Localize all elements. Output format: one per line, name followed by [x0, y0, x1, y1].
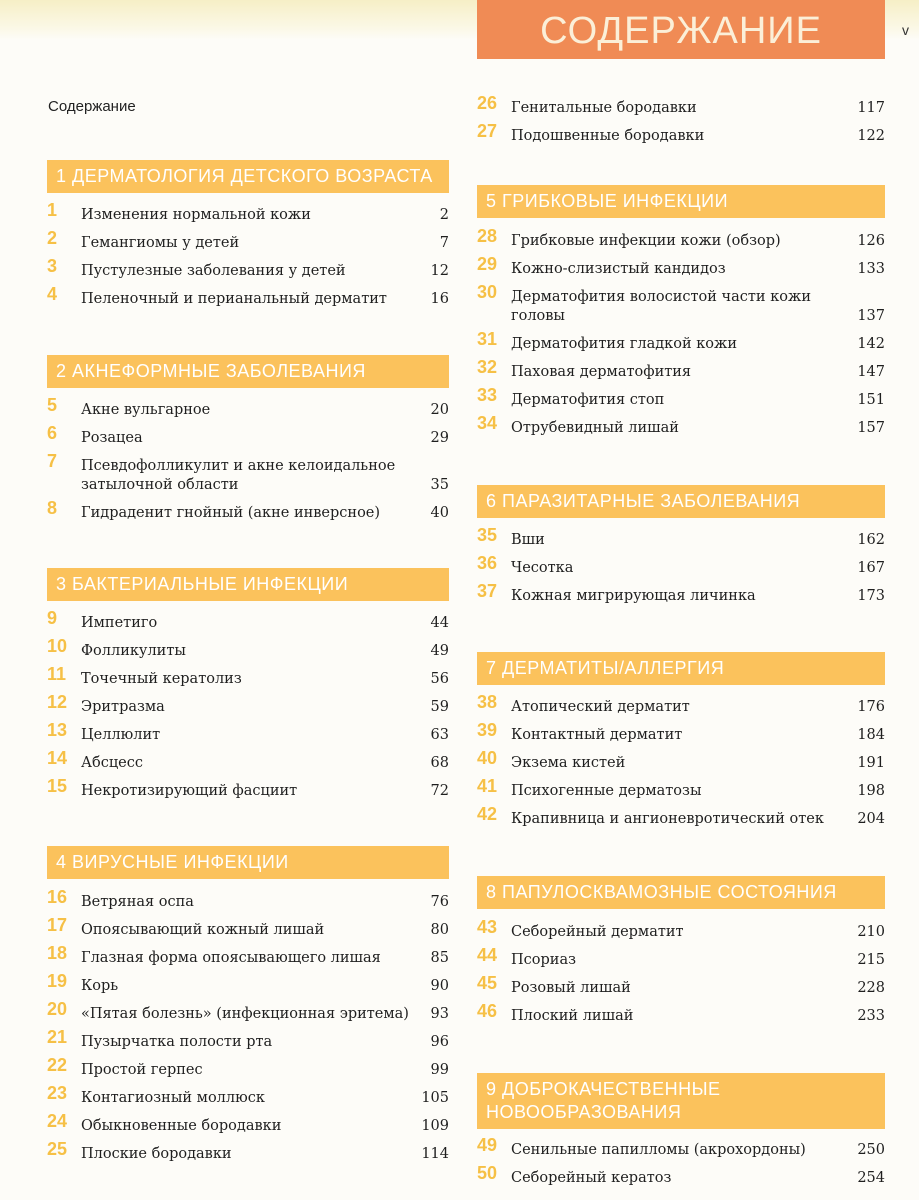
chapter-number: 45: [477, 973, 498, 993]
chapter-title: Экзема кистей: [511, 755, 626, 771]
toc-entry[interactable]: [47, 1111, 449, 1145]
chapter-number: 44: [477, 945, 498, 965]
toc-column-left: [47, 160, 449, 1173]
page-number-ref: 29: [430, 430, 449, 446]
chapter-number: 16: [47, 887, 68, 907]
toc-section: [47, 160, 449, 318]
toc-entry[interactable]: [477, 748, 885, 782]
chapter-title: Грибковые инфекции кожи (обзор): [511, 233, 781, 249]
chapter-number: 31: [477, 329, 498, 349]
toc-section: [477, 93, 885, 155]
toc-entry[interactable]: [47, 887, 449, 921]
page-number-ref: 210: [857, 924, 885, 940]
toc-section: [47, 846, 449, 1173]
toc-entry[interactable]: [47, 395, 449, 429]
toc-entry[interactable]: [477, 93, 885, 127]
toc-entry[interactable]: [47, 1055, 449, 1089]
page-number-ref: 117: [857, 100, 885, 116]
chapter-title: Дерматофития гладкой кожи: [511, 336, 738, 352]
chapter-title: Пузырчатка полости рта: [81, 1034, 273, 1050]
chapter-number: 4: [47, 284, 58, 304]
page-number-ref: 7: [439, 235, 449, 251]
page-number-ref: 56: [430, 671, 449, 687]
chapter-title-line: Дерматофития волосистой части кожи: [511, 289, 811, 305]
chapter-title: Обыкновенные бородавки: [81, 1118, 282, 1134]
chapter-number: 19: [47, 971, 68, 991]
chapter-title: Кожная мигрирующая личинка: [511, 588, 756, 604]
chapter-title: Ветряная оспа: [81, 894, 194, 910]
section-heading: 4 ВИРУСНЫЕ ИНФЕКЦИИ: [47, 846, 449, 879]
toc-entry[interactable]: [47, 200, 449, 234]
chapter-title: Плоский лишай: [511, 1008, 634, 1024]
toc-entry[interactable]: [47, 256, 449, 290]
page-number-ref: 99: [430, 1062, 449, 1078]
toc-entry[interactable]: [47, 692, 449, 726]
chapter-number: 46: [477, 1001, 498, 1021]
toc-entry[interactable]: [47, 720, 449, 754]
toc-entry[interactable]: [47, 1083, 449, 1117]
page-number-ref: 204: [857, 811, 885, 827]
chapter-number: 18: [47, 943, 68, 963]
toc-entry[interactable]: [47, 943, 449, 977]
toc-section: [477, 485, 885, 615]
page-number-ref: 16: [430, 291, 449, 307]
section-heading-line: 9 ДОБРОКАЧЕСТВЕННЫЕ: [486, 1079, 721, 1099]
chapter-title: Паховая дерматофития: [511, 364, 692, 380]
chapter-title: Розовый лишай: [511, 980, 631, 996]
chapter-title: [511, 288, 811, 326]
page-number-ref: 233: [857, 1008, 885, 1024]
chapter-number: 20: [47, 999, 68, 1019]
page-number-ref: 49: [430, 643, 449, 659]
chapter-title: Гемангиомы у детей: [81, 235, 240, 251]
toc-entry[interactable]: [477, 357, 885, 391]
page-number-ref: 35: [430, 477, 449, 493]
chapter-number: 17: [47, 915, 68, 935]
page-number-ref: 68: [430, 755, 449, 771]
page-number-ref: 63: [430, 727, 449, 743]
page-number-ref: 198: [857, 783, 885, 799]
chapter-title-line: затылочной области: [81, 477, 239, 493]
section-heading: 1 ДЕРМАТОЛОГИЯ ДЕТСКОГО ВОЗРАСТА: [47, 160, 449, 193]
section-heading: [477, 1073, 885, 1129]
page-number-ref: 191: [857, 755, 885, 771]
toc-entry[interactable]: [477, 385, 885, 419]
chapter-title: Отрубевидный лишай: [511, 420, 679, 436]
toc-entry[interactable]: [47, 451, 449, 504]
chapter-number: 23: [47, 1083, 68, 1103]
toc-entry[interactable]: [477, 1135, 885, 1169]
chapter-title: Глазная форма опоясывающего лишая: [81, 950, 381, 966]
toc-entry[interactable]: [477, 121, 885, 155]
toc-entry[interactable]: [477, 413, 885, 447]
page-number-ref: 162: [857, 532, 885, 548]
page-number-ref: 40: [430, 505, 449, 521]
chapter-number: 34: [477, 413, 498, 433]
page-number-ref: 72: [430, 783, 449, 799]
chapter-title: Вши: [511, 532, 545, 548]
toc-entry[interactable]: [477, 581, 885, 615]
chapter-number: 29: [477, 254, 498, 274]
section-heading: 5 ГРИБКОВЫЕ ИНФЕКЦИИ: [477, 185, 885, 218]
chapter-number: 43: [477, 917, 498, 937]
chapter-title: Гидраденит гнойный (акне инверсное): [81, 505, 381, 521]
chapter-title: Изменения нормальной кожи: [81, 207, 311, 223]
toc-section: [477, 876, 885, 1035]
page-number-ref: 254: [857, 1170, 885, 1186]
chapter-title: Чесотка: [511, 560, 574, 576]
page-number-ref: 228: [857, 980, 885, 996]
page-number-ref: 157: [857, 420, 885, 436]
toc-entry[interactable]: [477, 1163, 885, 1197]
page-number-ref: 85: [430, 950, 449, 966]
page-number-ref: 20: [430, 402, 449, 418]
toc-entry[interactable]: [47, 423, 449, 457]
page-number-ref: 122: [857, 128, 885, 144]
page-number-ref: 93: [430, 1006, 449, 1022]
chapter-title: Пеленочный и перианальный дерматит: [81, 291, 387, 307]
chapter-title: Себорейный дерматит: [511, 924, 684, 940]
chapter-number: 28: [477, 226, 498, 246]
toc-entry[interactable]: [477, 525, 885, 559]
page-number-ref: 114: [421, 1146, 449, 1162]
page-number-ref: 126: [857, 233, 885, 249]
chapter-number: 32: [477, 357, 498, 377]
chapter-number: 5: [47, 395, 58, 415]
chapter-title: Контактный дерматит: [511, 727, 683, 743]
page-number-ref: 176: [857, 699, 885, 715]
toc-entry[interactable]: [477, 282, 885, 335]
chapter-number: 8: [47, 498, 58, 518]
chapter-number: 40: [477, 748, 498, 768]
toc-section: [47, 568, 449, 810]
page-number-ref: 142: [857, 336, 885, 352]
chapter-title: Розацеа: [81, 430, 143, 446]
page-number-ref: 12: [430, 263, 449, 279]
chapter-title: Сенильные папилломы (акрохордоны): [511, 1142, 806, 1158]
toc-entry[interactable]: [477, 973, 885, 1007]
page-number-ref: 250: [857, 1142, 885, 1158]
page-number-ref: 90: [430, 978, 449, 994]
chapter-title: Корь: [81, 978, 119, 994]
page-number-ref: 44: [430, 615, 449, 631]
toc-entry[interactable]: [47, 284, 449, 318]
chapter-number: 6: [47, 423, 58, 443]
toc-entry[interactable]: [477, 692, 885, 726]
page-number-ref: 133: [857, 261, 885, 277]
chapter-number: 41: [477, 776, 498, 796]
page-number-ref: 215: [857, 952, 885, 968]
chapter-title: Опоясывающий кожный лишай: [81, 922, 325, 938]
section-heading: 6 ПАРАЗИТАРНЫЕ ЗАБОЛЕВАНИЯ: [477, 485, 885, 518]
chapter-number: 10: [47, 636, 68, 656]
chapter-number: 37: [477, 581, 498, 601]
chapter-number: 2: [47, 228, 58, 248]
chapter-title: Целлюлит: [81, 727, 161, 743]
chapter-title: Подошвенные бородавки: [511, 128, 705, 144]
chapter-title: Психогенные дерматозы: [511, 783, 702, 799]
chapter-number: 14: [47, 748, 68, 768]
chapter-number: 24: [47, 1111, 68, 1131]
toc-entry[interactable]: [47, 915, 449, 949]
toc-entry[interactable]: [477, 329, 885, 363]
toc-entry[interactable]: [477, 226, 885, 260]
toc-entry[interactable]: [47, 776, 449, 810]
chapter-title: Акне вульгарное: [81, 402, 211, 418]
chapter-number: 30: [477, 282, 498, 302]
chapter-title: Генитальные бородавки: [511, 100, 697, 116]
chapter-number: 9: [47, 608, 58, 628]
page-number-ref: 137: [857, 308, 885, 324]
page-number-ref: 173: [857, 588, 885, 604]
chapter-title: Точечный кератолиз: [81, 671, 242, 687]
toc-entry[interactable]: [47, 498, 449, 532]
chapter-title: Пустулезные заболевания у детей: [81, 263, 346, 279]
running-head: Содержание: [48, 98, 136, 115]
chapter-title: [81, 457, 395, 495]
toc-section: [477, 185, 885, 447]
chapter-number: 36: [477, 553, 498, 573]
chapter-title: Некротизирующий фасциит: [81, 783, 298, 799]
page-number-ref: 2: [439, 207, 449, 223]
page-number-ref: 147: [857, 364, 885, 380]
chapter-number: 7: [47, 451, 58, 471]
chapter-number: 27: [477, 121, 498, 141]
section-heading: 3 БАКТЕРИАЛЬНЫЕ ИНФЕКЦИИ: [47, 568, 449, 601]
chapter-number: 3: [47, 256, 58, 276]
chapter-title: Абсцесс: [81, 755, 143, 771]
chapter-title: Кожно-слизистый кандидоз: [511, 261, 726, 277]
toc-column-right: [477, 93, 885, 1197]
toc-entry[interactable]: [477, 553, 885, 587]
toc-entry[interactable]: [47, 1139, 449, 1173]
toc-entry[interactable]: [477, 917, 885, 951]
page-number-ref: 151: [857, 392, 885, 408]
toc-entry[interactable]: [47, 608, 449, 642]
chapter-number: 26: [477, 93, 498, 113]
chapter-title-line: Псевдофолликулит и акне келоидальное: [81, 458, 396, 474]
toc-entry[interactable]: [47, 636, 449, 670]
page-number-ref: 80: [430, 922, 449, 938]
chapter-number: 25: [47, 1139, 68, 1159]
toc-entry[interactable]: [47, 748, 449, 782]
toc-entry[interactable]: [477, 1001, 885, 1035]
chapter-title-line: головы: [511, 308, 565, 324]
toc-entry[interactable]: [477, 254, 885, 288]
chapter-number: 21: [47, 1027, 68, 1047]
chapter-title: Дерматофития стоп: [511, 392, 665, 408]
section-heading: 7 ДЕРМАТИТЫ/АЛЛЕРГИЯ: [477, 652, 885, 685]
chapter-number: 15: [47, 776, 68, 796]
page-number-ref: 105: [421, 1090, 449, 1106]
page-number-ref: 59: [430, 699, 449, 715]
page-number-ref: 96: [430, 1034, 449, 1050]
chapter-number: 33: [477, 385, 498, 405]
chapter-title: Импетиго: [81, 615, 158, 631]
page-number-ref: 76: [430, 894, 449, 910]
chapter-number: 49: [477, 1135, 498, 1155]
chapter-title: Эритразма: [81, 699, 165, 715]
chapter-title: Псориаз: [511, 952, 576, 968]
toc-entry[interactable]: [47, 1027, 449, 1061]
chapter-number: 39: [477, 720, 498, 740]
toc-entry[interactable]: [477, 945, 885, 979]
contents-title-banner: СОДЕРЖАНИЕ: [477, 0, 885, 59]
page-number-ref: 184: [857, 727, 885, 743]
chapter-title: Фолликулиты: [81, 643, 186, 659]
chapter-title: Простой герпес: [81, 1062, 203, 1078]
toc-section: [47, 355, 449, 532]
chapter-title: «Пятая болезнь» (инфекционная эритема): [81, 1006, 409, 1022]
toc-entry[interactable]: [47, 664, 449, 698]
chapter-number: 22: [47, 1055, 68, 1075]
chapter-number: 11: [47, 664, 67, 684]
section-heading: 2 АКНЕФОРМНЫЕ ЗАБОЛЕВАНИЯ: [47, 355, 449, 388]
toc-section: [477, 652, 885, 838]
chapter-number: 1: [47, 200, 58, 220]
page-number-ref: 167: [857, 560, 885, 576]
chapter-number: 35: [477, 525, 498, 545]
section-heading: 8 ПАПУЛОСКВАМОЗНЫЕ СОСТОЯНИЯ: [477, 876, 885, 909]
chapter-number: 42: [477, 804, 498, 824]
chapter-title: Атопический дерматит: [511, 699, 690, 715]
page-number-ref: 109: [421, 1118, 449, 1134]
toc-entry[interactable]: [477, 776, 885, 810]
chapter-number: 38: [477, 692, 498, 712]
chapter-title: Плоские бородавки: [81, 1146, 232, 1162]
chapter-number: 13: [47, 720, 68, 740]
page-number: v: [902, 22, 909, 38]
chapter-number: 12: [47, 692, 68, 712]
chapter-title: Контагиозный моллюск: [81, 1090, 265, 1106]
toc-entry[interactable]: [47, 228, 449, 262]
section-heading-line: НОВООБРАЗОВАНИЯ: [486, 1102, 682, 1122]
toc-entry[interactable]: [47, 999, 449, 1033]
toc-entry[interactable]: [477, 804, 885, 838]
chapter-number: 50: [477, 1163, 498, 1183]
chapter-title: Себорейный кератоз: [511, 1170, 672, 1186]
toc-entry[interactable]: [477, 720, 885, 754]
toc-entry[interactable]: [47, 971, 449, 1005]
chapter-title: Крапивница и ангионевротический отек: [511, 811, 824, 827]
toc-section: [477, 1073, 885, 1197]
